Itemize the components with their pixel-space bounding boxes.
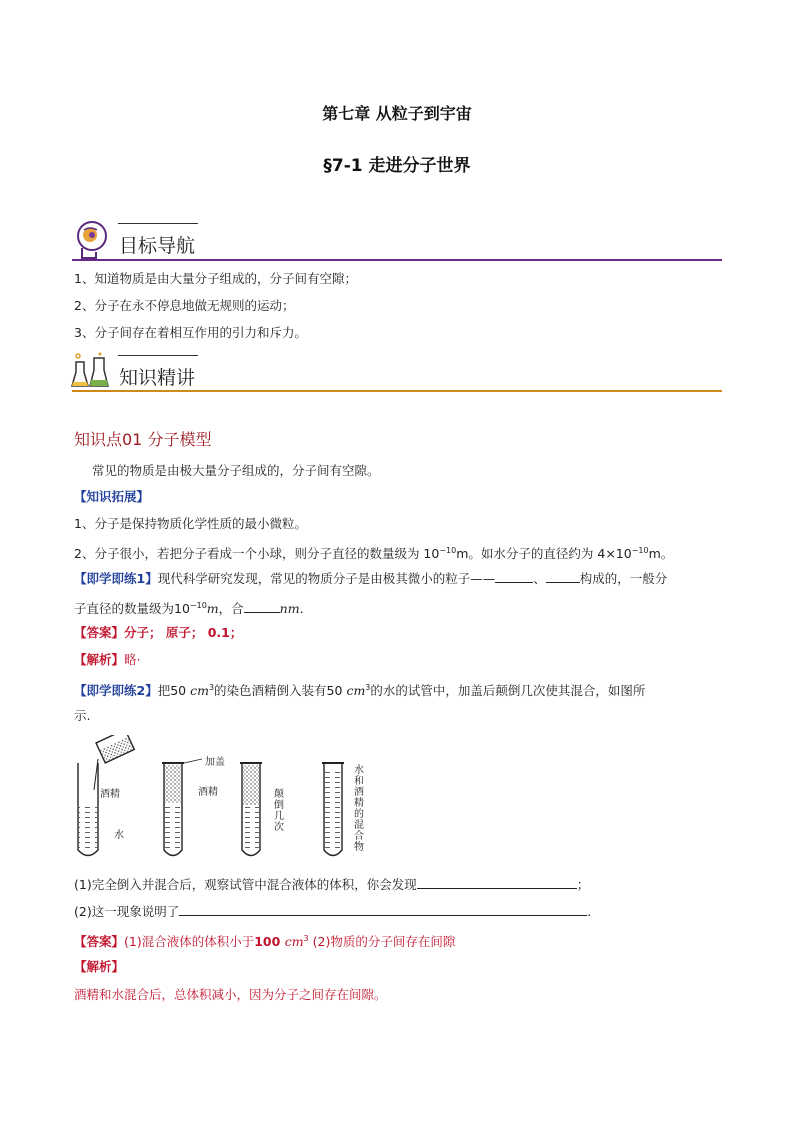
practice2-q2: (2)这一现象说明了 . xyxy=(74,904,592,919)
label-alcohol-1: 酒精 xyxy=(100,789,120,800)
expand-item-2: 2、分子很小，若把分子看成一个小球，则分子直径的数量级为 $10^{-10}m$。如水分子的直径约为 $4\times 10^{-10}m$。 xyxy=(74,546,674,562)
practice1-line1: 【即学即练1】现代科学研究发现，常见的物质分子是由极其微小的粒子—— 、 构成的，一般分 xyxy=(74,571,668,586)
practice2-line2: 示. xyxy=(74,708,91,723)
answer-blank-2[interactable] xyxy=(546,570,580,583)
label-alcohol-2: 酒精 xyxy=(198,787,218,798)
practice1-line2: 子直径的数量级为$10^{-10}m$，合 nm. xyxy=(74,601,304,617)
answer-blank-q2[interactable] xyxy=(179,903,587,916)
practice2-analysis-label: 【解析】 xyxy=(74,959,125,974)
goals-heading: 目标导航 xyxy=(119,235,196,257)
goals-overline xyxy=(118,223,198,224)
flask-icon xyxy=(70,352,112,394)
practice1-answer: 【答案】分子； 原子； 0.1； xyxy=(74,625,243,640)
label-cap: 加盖 xyxy=(205,757,225,768)
knowledge-intro: 常见的物质是由极大量分子组成的，分子间有空隙。 xyxy=(92,463,380,478)
practice1-analysis: 【解析】略· xyxy=(74,652,141,667)
tube-2 xyxy=(162,759,202,856)
goal-item-2: 2、分子在永不停息地做无规则的运动； xyxy=(74,298,295,313)
label-flip: 颠倒几次 xyxy=(274,789,284,833)
label-water: 水 xyxy=(114,830,124,841)
answer-blank-q1[interactable] xyxy=(417,876,577,889)
knowledge-overline xyxy=(118,355,198,356)
answer-blank-3[interactable] xyxy=(244,600,280,613)
test-tube-figure xyxy=(74,735,384,865)
tube-3 xyxy=(240,763,262,856)
knowledge-heading: 知识精讲 xyxy=(119,367,196,389)
chapter-title: 第七章 从粒子到宇宙 xyxy=(322,104,472,123)
section-title: §7-1 走进分子世界 xyxy=(323,156,471,176)
brain-icon xyxy=(72,218,112,264)
answer-blank-1[interactable] xyxy=(495,570,533,583)
practice2-q1: (1)完全倒入并混合后，观察试管中混合液体的体积，你会发现 ； xyxy=(74,877,590,892)
goals-rule xyxy=(72,259,722,261)
practice2-line1: 【即学即练2】把50 $cm^3$的染色酒精倒入装有50 $cm^3$的水的试管中，加盖后颠倒几次使其混合，如图所 xyxy=(74,683,646,699)
tube-4 xyxy=(322,763,344,856)
practice2-answer: 【答案】(1)混合液体的体积小于100 $cm^3$ (2)物质的分子间存在间隙 xyxy=(74,934,456,950)
knowledge-rule xyxy=(72,390,722,392)
goal-item-3: 3、分子间存在着相互作用的引力和斥力。 xyxy=(74,325,307,340)
label-mixture: 水和酒精的混合物 xyxy=(354,765,364,853)
practice2-analysis-text: 酒精和水混合后，总体积减小，因为分子之间存在间隙。 xyxy=(74,987,387,1002)
expand-label: 【知识拓展】 xyxy=(74,489,150,504)
goal-item-1: 1、知道物质是由大量分子组成的，分子间有空隙； xyxy=(74,271,357,286)
expand-item-1: 1、分子是保持物质化学性质的最小微粒。 xyxy=(74,516,307,531)
knowledge-point-title: 知识点01 分子模型 xyxy=(74,430,212,449)
